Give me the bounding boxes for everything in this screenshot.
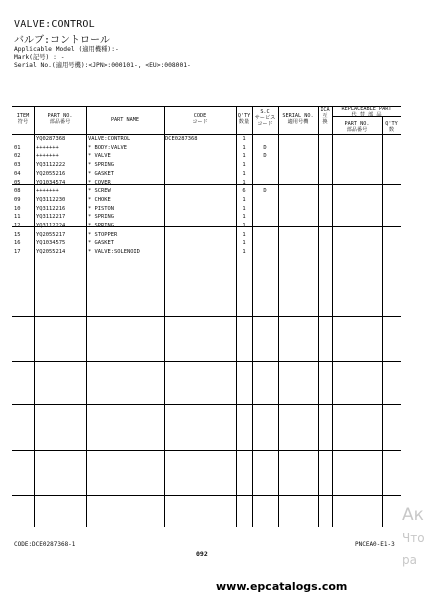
col-qty: Q'TY 数量 <box>237 113 251 125</box>
row-12-item: 16 <box>14 240 21 247</box>
row-8-part_no: YQ3112216 <box>36 205 66 212</box>
row-12-name: * GASKET <box>88 240 114 247</box>
row-9-qty: 1 <box>242 214 246 221</box>
row-6-part_no: +++++++ <box>36 188 59 195</box>
page-title: VALVE:CONTROL <box>14 19 95 30</box>
col-part-no: PART NO. 部品番号 <box>47 113 73 125</box>
row-5-qty: 1 <box>242 179 246 186</box>
row-13-part_no: YQ2055214 <box>36 249 66 256</box>
row-9-part_no: YQ3112217 <box>36 214 66 221</box>
row-10-part_no: YQ3112224 <box>36 223 66 229</box>
footer-ref: PNCEA0-E1-3 <box>355 541 395 548</box>
watermark-line-2: Что <box>402 531 425 545</box>
row-0-part_no: YQ0287368 <box>36 136 66 142</box>
parts-table <box>12 106 401 527</box>
row-9-name: * SPRING <box>88 214 114 221</box>
row-13-name: * VALVE:SOLENOID <box>88 249 140 256</box>
row-0-code: DCE0287368 <box>165 136 198 142</box>
row-13-item: 17 <box>14 249 21 256</box>
row-11-qty: 1 <box>242 231 246 238</box>
row-1-sc: D <box>263 144 267 151</box>
watermark-line-1: Ак <box>402 505 424 525</box>
row-5-item: 05 <box>14 179 21 186</box>
row-1-name: * BODY:VALVE <box>88 144 127 151</box>
col-item: ITEM 符号 <box>16 113 30 125</box>
row-3-part_no: YQ3112222 <box>36 162 66 169</box>
row-6-qty: 6 <box>242 188 246 195</box>
row-5-part_no: YQ1034574 <box>36 179 66 186</box>
col-ica: ICA 互 換 <box>320 107 330 125</box>
col-replaceable: REPLACEABLE PART 代 替 部 品 <box>341 106 392 118</box>
row-0-name: VALVE:CONTROL <box>88 136 131 142</box>
row-7-part_no: YQ3112230 <box>36 196 66 203</box>
row-5-name: * COVER <box>88 179 111 186</box>
row-2-item: 02 <box>14 153 21 160</box>
row-13-qty: 1 <box>242 249 246 256</box>
row-4-part_no: YQ2055216 <box>36 170 66 177</box>
row-6-name: * SCREW <box>88 188 111 195</box>
mark: Mark(記号) : - <box>14 54 65 61</box>
row-9-item: 11 <box>14 214 21 221</box>
serial-range: Serial No.(適用号機):<JPN>:000101-, <EU>:008001- <box>14 62 191 69</box>
col-rep-qty: Q'TY 数 <box>385 121 398 133</box>
row-12-part_no: YQ1034575 <box>36 240 66 247</box>
row-1-item: 01 <box>14 144 21 151</box>
col-sc: S.C サービス コード <box>254 109 276 127</box>
col-serial-no: SERIAL NO. 適用号機 <box>282 113 314 125</box>
row-7-qty: 1 <box>242 196 246 203</box>
page-subtitle-jp: バルブ:コントロール <box>14 35 110 46</box>
row-10-item: 12 <box>14 223 21 229</box>
row-11-name: * STOPPER <box>88 231 118 238</box>
applicable-model: Applicable Model (適用機種):- <box>14 46 119 53</box>
row-11-item: 15 <box>14 231 21 238</box>
row-8-item: 10 <box>14 205 21 212</box>
row-2-part_no: +++++++ <box>36 153 59 160</box>
row-2-qty: 1 <box>242 153 246 160</box>
row-3-item: 03 <box>14 162 21 169</box>
row-7-item: 09 <box>14 196 21 203</box>
footer-code: CODE:DCE0287368-1 <box>14 541 76 548</box>
row-10-name: * SPRING <box>88 223 114 229</box>
row-10-qty: 1 <box>242 223 246 229</box>
col-part-name: PART NAME <box>110 117 140 123</box>
col-code: CODE コード <box>192 113 208 125</box>
row-0-qty: 1 <box>242 136 246 142</box>
row-2-name: * VALVE <box>88 153 111 160</box>
row-6-item: 08 <box>14 188 21 195</box>
row-3-qty: 1 <box>242 162 246 169</box>
row-4-qty: 1 <box>242 170 246 177</box>
row-12-qty: 1 <box>242 240 246 247</box>
watermark-line-3: ра <box>402 553 417 567</box>
row-6-sc: D <box>263 188 267 195</box>
row-1-qty: 1 <box>242 144 246 151</box>
row-2-sc: D <box>263 153 267 160</box>
row-1-part_no: +++++++ <box>36 144 59 151</box>
site-link[interactable]: www.epcatalogs.com <box>216 580 348 593</box>
row-3-name: * SPRING <box>88 162 114 169</box>
row-4-name: * GASKET <box>88 170 114 177</box>
row-4-item: 04 <box>14 170 21 177</box>
row-7-name: * CHOKE <box>88 196 111 203</box>
row-8-qty: 1 <box>242 205 246 212</box>
row-11-part_no: YQ2055217 <box>36 231 66 238</box>
col-rep-part-no: PART NO. 部品番号 <box>344 121 370 133</box>
row-8-name: * PISTON <box>88 205 114 212</box>
page-number: 092 <box>196 550 208 558</box>
